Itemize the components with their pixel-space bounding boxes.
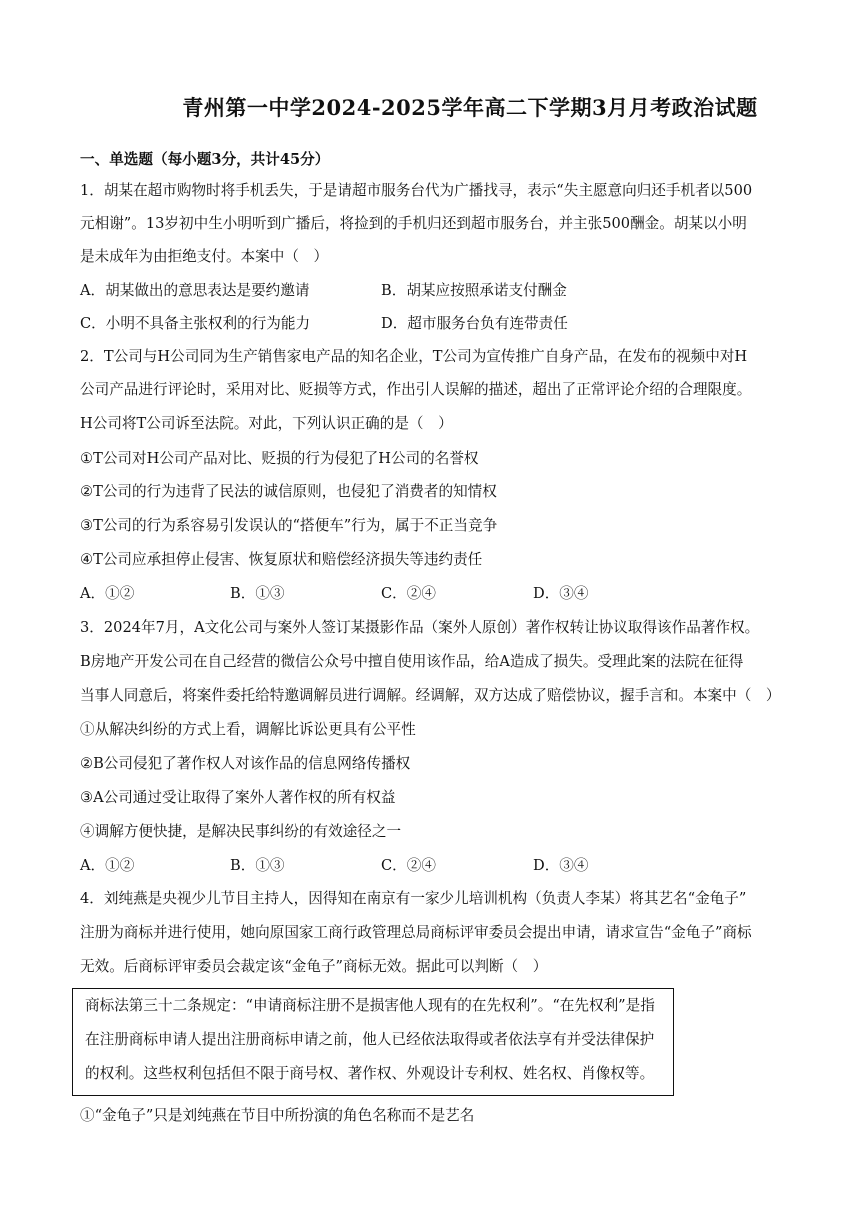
material-line-1: 商标法第三十二条规定：“申请商标注册不是损害他人现有的在先权利”。“在先权利”是指 (85, 997, 655, 1014)
material-line-3: 的权利。这些权利包括但不限于商号权、著作权、外观设计专利权、姓名权、肖像权等。 (85, 1065, 655, 1082)
q3-item-3: ③A公司通过受让取得了案外人著作权的所有权益 (80, 789, 396, 806)
q2-item-3: ③T公司的行为系容易引发误认的“搭便车”行为，属于不正当竞争 (80, 517, 498, 534)
q1-line-2: 元相谢”。13岁初中生小明听到广播后，将捡到的手机归还到超市服务台，并主张500酬金。胡某以小明 (80, 215, 747, 232)
q4-item-1: ①“金龟子”只是刘纯燕在节目中所扮演的角色名称而不是艺名 (80, 1107, 475, 1124)
q4-line-1: 4．刘纯燕是央视少儿节目主持人，因得知在南京有一家少儿培训机构（负责人李某）将其艺名“金龟子” (80, 890, 747, 907)
q2-line-2: 公司产品进行评论时，采用对比、贬损等方式，作出引人误解的描述，超出了正常评论介绍的合理限度。 (80, 381, 752, 398)
q1-option-a: A．胡某做出的意思表达是要约邀请 (80, 282, 310, 299)
q4-line-2: 注册为商标并进行使用，她向原国家工商行政管理总局商标评审委员会提出申请，请求宣告“金龟子”商标 (80, 924, 752, 941)
q3-option-d: D．③④ (533, 857, 589, 874)
material-line-2: 在注册商标申请人提出注册商标申请之前，他人已经依法取得或者依法享有并受法律保护 (85, 1031, 655, 1048)
q3-option-c: C．②④ (381, 857, 436, 874)
q3-option-a: A．①② (80, 857, 135, 874)
q2-item-2: ②T公司的行为违背了民法的诚信原则，也侵犯了消费者的知情权 (80, 483, 497, 500)
q1-line-3: 是未成年为由拒绝支付。本案中（ ） (80, 248, 329, 265)
q3-line-2: B房地产开发公司在自己经营的微信公众号中擅自使用该作品，给A造成了损失。受理此案的法院在征得 (80, 653, 744, 670)
q1-option-d: D．超市服务台负有连带责任 (381, 315, 568, 332)
page-title: 青州第一中学2024-2025学年高二下学期3月月考政治试题 (182, 95, 758, 120)
q1-line-1: 1．胡某在超市购物时将手机丢失，于是请超市服务台代为广播找寻，表示“失主愿意向归还手机者以500 (80, 182, 753, 199)
q3-line-1: 3．2024年7月，A文化公司与案外人签订某摄影作品（案外人原创）著作权转让协议取得该作品著作权。 (80, 619, 760, 636)
q2-option-b: B．①③ (230, 585, 285, 602)
q2-line-1: 2．T公司与H公司同为生产销售家电产品的知名企业，T公司为宣传推广自身产品，在发布的视频中对H (80, 348, 748, 365)
material-box (72, 988, 674, 1096)
q2-line-3: H公司将T公司诉至法院。对此，下列认识正确的是（ ） (80, 415, 453, 432)
q3-item-4: ④调解方便快捷，是解决民事纠纷的有效途径之一 (80, 823, 402, 840)
q3-option-b: B．①③ (230, 857, 285, 874)
q2-item-1: ①T公司对H公司产品对比、贬损的行为侵犯了H公司的名誉权 (80, 450, 479, 467)
q2-option-a: A．①② (80, 585, 135, 602)
q1-option-b: B．胡某应按照承诺支付酬金 (381, 282, 567, 299)
q3-item-1: ①从解决纠纷的方式上看，调解比诉讼更具有公平性 (80, 721, 416, 738)
q2-option-c: C．②④ (381, 585, 436, 602)
q4-line-3: 无效。后商标评审委员会裁定该“金龟子”商标无效。据此可以判断（ ） (80, 958, 548, 975)
q3-line-3: 当事人同意后，将案件委托给特邀调解员进行调解。经调解，双方达成了赔偿协议，握手言和。本案中（ ） (80, 687, 781, 704)
q3-item-2: ②B公司侵犯了著作权人对该作品的信息网络传播权 (80, 755, 411, 772)
section-heading: 一、单选题（每小题3分，共计45分） (80, 151, 330, 168)
q1-option-c: C．小明不具备主张权利的行为能力 (80, 315, 311, 332)
q2-item-4: ④T公司应承担停止侵害、恢复原状和赔偿经济损失等违约责任 (80, 551, 483, 568)
q2-option-d: D．③④ (533, 585, 589, 602)
